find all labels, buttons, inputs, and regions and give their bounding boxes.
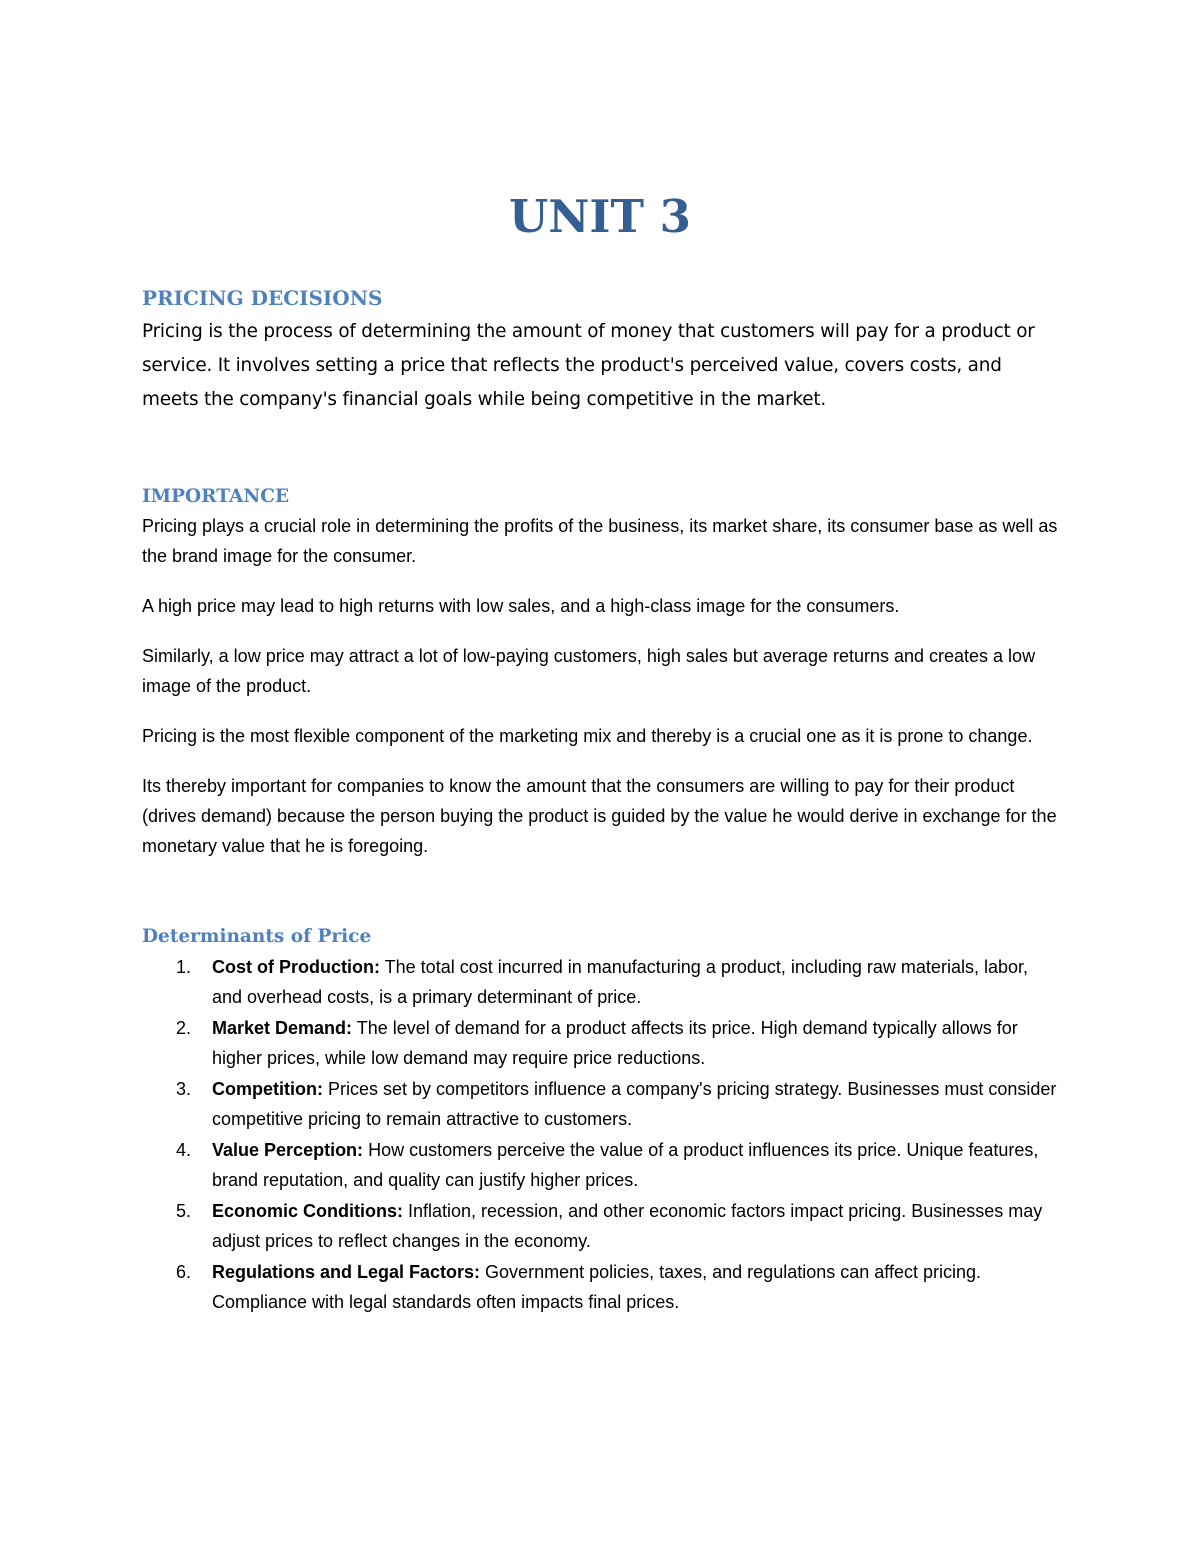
- importance-paragraph: Its thereby important for companies to know the amount that the consumers are willing to pay for their product (drives demand) because the person buying the product is guided by the value he would derive in exchange for the monetary value that he is foregoing.: [142, 776, 1057, 856]
- list-item: [142, 1135, 1062, 1195]
- list-number: 4.: [176, 1140, 192, 1160]
- list-item: [142, 1196, 1062, 1256]
- document-body: [142, 283, 1062, 1318]
- list-item: [142, 952, 1062, 1012]
- pricing-definition: Pricing is the process of determining the amount of money that customers will pay for a product or service. It involves setting a price that reflects the product's perceived value, covers costs, and meets the company's financial goals while being competitive in the market.: [142, 321, 1035, 410]
- list-text: The total cost incurred in manufacturing a product, including raw materials, labor, and overhead costs, is a primary determinant of price.: [212, 957, 1028, 1007]
- importance-paragraph: A high price may lead to high returns with low sales, and a high-class image for the consumers.: [142, 596, 900, 616]
- unit-title: UNIT 3: [509, 190, 691, 243]
- list-text: The level of demand for a product affects its price. High demand typically allows for higher prices, while low demand may require price reductions.: [212, 1018, 1018, 1068]
- list-term: Market Demand:: [212, 1018, 353, 1038]
- list-text: Government policies, taxes, and regulations can affect pricing. Compliance with legal standards often impacts final prices.: [212, 1262, 981, 1312]
- list-number: 3.: [176, 1079, 192, 1099]
- list-text: Prices set by competitors influence a company's pricing strategy. Businesses must consider competitive pricing to remain attractive to customers.: [212, 1079, 1057, 1129]
- list-term: Economic Conditions:: [212, 1201, 403, 1221]
- importance-paragraph: Pricing plays a crucial role in determining the profits of the business, its market share, its consumer base as well as the brand image for the consumer.: [142, 516, 1058, 566]
- list-term: Value Perception:: [212, 1140, 364, 1160]
- list-term: Cost of Production:: [212, 957, 380, 977]
- pricing-heading: PRICING DECISIONS: [142, 286, 383, 310]
- pricing-section: [142, 283, 1062, 417]
- list-number: 6.: [176, 1262, 192, 1282]
- list-item: [142, 1257, 1062, 1317]
- determinants-list: [142, 952, 1062, 1317]
- list-term: Competition:: [212, 1079, 323, 1099]
- list-number: 2.: [176, 1018, 192, 1038]
- importance-heading: IMPORTANCE: [142, 486, 290, 507]
- list-term: Regulations and Legal Factors:: [212, 1262, 481, 1282]
- list-item: [142, 1013, 1062, 1073]
- list-item: [142, 1074, 1062, 1134]
- list-text: How customers perceive the value of a product influences its price. Unique features, brand reputation, and quality can justify higher prices.: [212, 1140, 1039, 1190]
- list-number: 5.: [176, 1201, 192, 1221]
- importance-paragraph: Pricing is the most flexible component of the marketing mix and thereby is a crucial one as it is prone to change.: [142, 726, 1033, 746]
- importance-section: [142, 483, 1062, 861]
- determinants-section: [142, 923, 1062, 1317]
- list-number: 1.: [176, 957, 192, 977]
- list-text: Inflation, recession, and other economic factors impact pricing. Businesses may adjust prices to reflect changes in the economy.: [212, 1201, 1043, 1251]
- importance-paragraph: Similarly, a low price may attract a lot of low-paying customers, high sales but average returns and creates a low image of the product.: [142, 646, 1036, 696]
- determinants-heading: Determinants of Price: [142, 926, 372, 947]
